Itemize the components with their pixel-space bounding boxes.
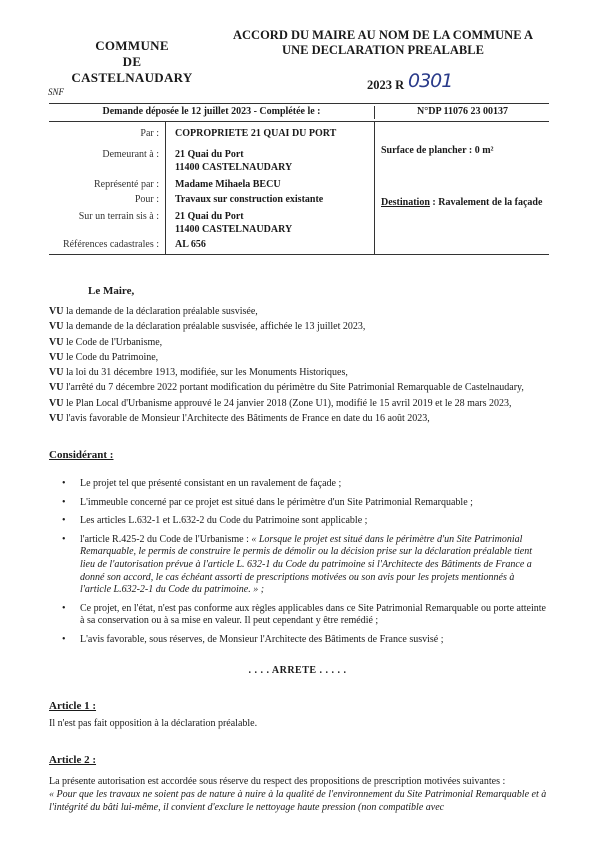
vu-prefix: VU <box>49 321 64 333</box>
commune-line1: COMMUNE <box>95 38 169 53</box>
arrete-number-handwritten: 0301 <box>408 70 453 92</box>
document-title <box>218 28 548 58</box>
considerant-list <box>62 478 546 653</box>
vu-text: le Code du Patrimoine, <box>63 351 159 363</box>
destination-label: Destination <box>381 197 430 208</box>
vu-text: l'arrêté du 7 décembre 2022 portant modification du périmètre du Site Patrimonial Remarquable de Castelnaudary, <box>63 382 524 394</box>
vu-text: la demande de la déclaration préalable susvisée, affichée le 13 juillet 2023, <box>63 321 366 333</box>
considerant-item <box>62 497 546 510</box>
vu-item <box>49 397 549 412</box>
destination <box>381 196 546 209</box>
represente-value: Madame Mihaela BECU <box>175 179 281 190</box>
demeurant-line1: 21 Quai du Port <box>175 149 244 160</box>
vu-item <box>49 336 549 351</box>
considerant-text: Le projet tel que présenté consistant en un ravalement de façade ; <box>80 478 342 489</box>
considerant-item <box>62 478 546 491</box>
surface-plancher: Surface de plancher : 0 m² <box>381 145 494 156</box>
considerant-text: L'immeuble concerné par ce projet est situé dans le périmètre d'un Site Patrimonial Remarquable ; <box>80 496 473 508</box>
vu-list <box>49 305 549 427</box>
arrete-heading: . . . . ARRETE . . . . . <box>248 665 347 676</box>
bullet-icon: • <box>62 496 66 508</box>
considerant-item <box>62 603 546 628</box>
considerant-text: L'avis favorable, sous réserves, de Monsieur l'Architecte des Bâtiments de France susvisé ; <box>80 633 444 645</box>
vu-prefix: VU <box>49 367 64 379</box>
terrain-line1: 21 Quai du Port <box>175 211 244 222</box>
considerant-text: l'article R.425-2 du Code de l'Urbanisme : <box>80 533 252 545</box>
bullet-icon: • <box>62 515 66 527</box>
considerant-text: Les articles L.632-1 et L.632-2 du Code du Patrimoine sont applicable ; <box>80 515 368 527</box>
vu-item <box>49 305 549 320</box>
dossier-number: N°DP 11076 23 00137 <box>374 106 550 119</box>
bullet-icon: • <box>62 602 66 614</box>
vu-text: le Code de l'Urbanisme, <box>63 336 163 348</box>
article2-line1: La présente autorisation est accordée sous réserve du respect des propositions de prescription motivées suivantes : <box>49 776 506 787</box>
vu-prefix: VU <box>49 382 64 394</box>
considerant-text: Ce projet, en l'état, n'est pas conforme aux règles applicables dans ce Site Patrimonial Remarquable ou porte atteinte à sa conservation ou à sa mise en valeur. Il peut cependant y être remédié ; <box>80 602 546 627</box>
destination-value: : Ravalement de la façade <box>429 197 543 208</box>
deposit-date: Demande déposée le 12 juillet 2023 - Complétée le : <box>102 106 321 117</box>
applicant-info-table <box>49 121 549 255</box>
bullet-icon: • <box>62 633 66 645</box>
vu-text: la loi du 31 décembre 1913, modifiée, sur les Monuments Historiques, <box>63 367 348 379</box>
vu-prefix: VU <box>49 413 64 425</box>
terrain-label: Sur un terrain sis à : <box>78 211 159 222</box>
commune-header <box>62 38 202 86</box>
represente-label: Représenté par : <box>94 179 159 190</box>
article1-title: Article 1 : <box>49 700 97 712</box>
terrain-line2: 11400 CASTELNAUDARY <box>175 224 293 235</box>
initials: SNF <box>48 87 65 97</box>
vu-item <box>49 381 549 396</box>
vu-text: l'avis favorable de Monsieur l'Architecte des Bâtiments de France en date du 16 août 2023, <box>63 413 430 425</box>
considerant-quote: « Lorsque le projet est situé dans le périmètre d'un Site Patrimonial Remarquable, le permis de construire le permis de démolir ou la décision prise sur la déclaration préalable tient lieu de l'autorisation prévue à l'article L. 632-1 du Code du patrimoine si l'Architecte des Bâtiments de France a donné son accord, le cas échéant assorti de prescriptions motivées ou son avis pour les projets mentionnés à l'article L.632-2-1 du Code du patrimoine. » ; <box>80 533 532 596</box>
references-value: AL 656 <box>175 239 206 250</box>
vu-prefix: VU <box>49 351 64 363</box>
le-maire: Le Maire, <box>88 285 135 297</box>
references-label: Références cadastrales : <box>62 239 159 250</box>
vu-prefix: VU <box>49 336 64 348</box>
considerant-item <box>62 634 546 647</box>
article1-text: Il n'est pas fait opposition à la déclaration préalable. <box>49 718 258 729</box>
bullet-icon: • <box>62 533 66 545</box>
article2-text <box>49 775 549 814</box>
considerant-title: Considérant : <box>49 449 114 461</box>
vu-item <box>49 366 549 381</box>
commune-line3: CASTELNAUDARY <box>71 70 193 85</box>
column-divider <box>165 121 166 254</box>
column-divider <box>374 121 375 254</box>
considerant-item <box>62 515 546 528</box>
demeurant-line2: 11400 CASTELNAUDARY <box>175 162 293 173</box>
vu-item <box>49 320 549 335</box>
vu-item <box>49 351 549 366</box>
vu-prefix: VU <box>49 397 64 409</box>
pour-label: Pour : <box>134 194 159 205</box>
deposit-bar <box>49 103 549 122</box>
title-line1: ACCORD DU MAIRE AU NOM DE LA COMMUNE A <box>233 28 533 42</box>
bullet-icon: • <box>62 478 66 489</box>
title-line2: UNE DECLARATION PREALABLE <box>282 43 484 57</box>
considerant-item <box>62 534 546 597</box>
pour-value: Travaux sur construction existante <box>175 194 324 205</box>
par-label: Par : <box>140 128 159 139</box>
article2-quote: « Pour que les travaux ne soient pas de nature à nuire à la qualité de l'environnement du Site Patrimonial Remarquable et à l'intégrité du bâti lui-même, il convient d'exclure le nettoyage haute pression (non compatible avec <box>49 789 547 813</box>
commune-line2: DE <box>122 54 142 69</box>
vu-text: la demande de la déclaration préalable susvisée, <box>63 306 258 317</box>
vu-item <box>49 412 549 427</box>
demeurant-label: Demeurant à : <box>102 149 159 160</box>
vu-text: le Plan Local d'Urbanisme approuvé le 24 janvier 2018 (Zone U1), modifié le 15 avril 2019 et le 28 mars 2023, <box>63 397 512 409</box>
arrete-number-label: 2023 R <box>367 78 405 92</box>
vu-prefix: VU <box>49 306 64 317</box>
par-value: COPROPRIETE 21 QUAI DU PORT <box>175 128 337 139</box>
article2-title: Article 2 : <box>49 754 97 766</box>
